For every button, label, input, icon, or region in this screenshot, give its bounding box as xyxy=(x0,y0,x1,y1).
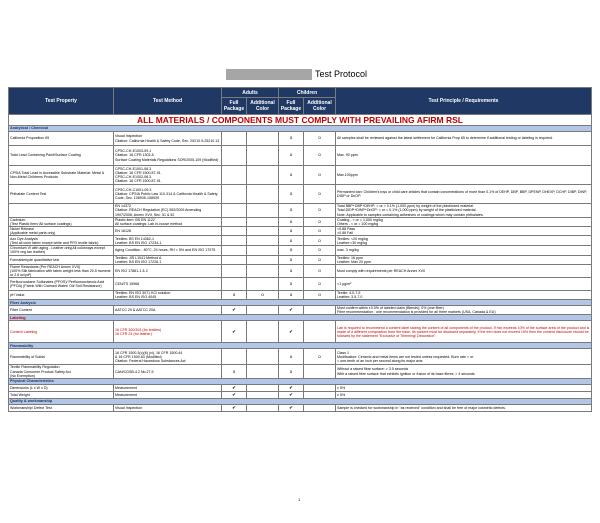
table-row xyxy=(9,391,592,398)
adults-additional-color-mark xyxy=(247,278,279,291)
adults-full-package-mark: ✔ xyxy=(222,321,247,343)
adults-additional-color-mark xyxy=(247,255,279,264)
principle-cell: Textiles: <20 mg/kg Leather:<30 mg/kg xyxy=(336,236,592,246)
adults-additional-color-mark xyxy=(247,146,279,166)
table-row xyxy=(9,185,592,204)
method-cell: CEN/TS 15968 xyxy=(114,278,222,291)
method-cell: 16 CFR 1500.3(c)(6) (vi), 16 CFR 1500.44 & 16 CFR 1500.83 (Modified) Citation: Federal Hazardous Substances Act xyxy=(114,349,222,365)
property-cell: Formaldehyde quantitative test xyxy=(9,255,114,264)
adults-additional-color-mark xyxy=(247,321,279,343)
table-row xyxy=(9,384,592,391)
principle-cell: <0.88 Pass >0.88 Fail xyxy=(336,227,592,236)
adults-additional-color-mark xyxy=(247,391,279,398)
method-cell: Measurement xyxy=(114,384,222,391)
adults-full-package-mark xyxy=(222,255,247,264)
adults-full-package-mark xyxy=(222,227,247,236)
adults-full-package-mark xyxy=(222,132,247,146)
adults-additional-color-mark xyxy=(247,306,279,315)
header-adults: Adults xyxy=(222,88,279,98)
children-full-package-mark: ✔ xyxy=(279,306,304,315)
property-cell: Azo Dye Analysis (Test all color fabric except white and PFD textile fabric) xyxy=(9,236,114,246)
property-cell: pH Value xyxy=(9,291,114,300)
children-additional-color-mark: o xyxy=(304,255,336,264)
method-cell: CAN/CGSB-4.2 No.27.5 xyxy=(114,365,222,378)
table-row xyxy=(9,349,592,365)
children-full-package-mark: ✔ xyxy=(279,391,304,398)
property-cell: CPSIA Total Lead in Accessible Substrate Material: Metal & Non-Metal Childrens Products xyxy=(9,166,114,185)
children-full-package-mark: o xyxy=(279,246,304,255)
children-full-package-mark: o xyxy=(279,204,304,218)
adults-additional-color-mark xyxy=(247,246,279,255)
principle-cell: Sample is checked for workmanship in "as received" condition and shall be free of major cosmetic defects. xyxy=(336,404,592,411)
principle-cell: ± 5% xyxy=(336,391,592,398)
adults-additional-color-mark xyxy=(247,349,279,365)
children-full-package-mark: o xyxy=(279,349,304,365)
children-additional-color-mark: o xyxy=(304,166,336,185)
children-additional-color-mark: o xyxy=(304,291,336,300)
table-row xyxy=(9,278,592,291)
adults-additional-color-mark xyxy=(247,404,279,411)
table-row xyxy=(9,204,592,218)
section-label: Physical Characteristics xyxy=(9,378,592,384)
method-cell: Aging Condition - 80°C, 24 hours, RH < 5% and EN ISO 17075 xyxy=(114,246,222,255)
property-cell: Flammability of Solids xyxy=(9,349,114,365)
method-cell: CPSC-CH-C1001-09.3 Citation: CPSIA Public Law 110-314 & California Health & Safety Code, Sec. 108935-108939 xyxy=(114,185,222,204)
children-full-package-mark: o xyxy=(279,278,304,291)
children-full-package-mark: o xyxy=(279,291,304,300)
section-label: Quality & workmanship xyxy=(9,398,592,404)
adults-full-package-mark xyxy=(222,349,247,365)
adults-additional-color-mark xyxy=(247,236,279,246)
principle-cell: All samples shall be reviewed against the latest settlement for California Prop 65 to determine if additional testing or labeling is required. xyxy=(336,132,592,146)
adults-full-package-mark xyxy=(222,264,247,277)
adults-full-package-mark xyxy=(222,246,247,255)
property-cell: Phthalate Content Test xyxy=(9,185,114,204)
header-children: Children xyxy=(279,88,336,98)
children-additional-color-mark xyxy=(304,404,336,411)
children-full-package-mark: o xyxy=(279,255,304,264)
adults-full-package-mark: ✔ xyxy=(222,384,247,391)
children-additional-color-mark: o xyxy=(304,204,336,218)
children-additional-color-mark xyxy=(304,306,336,315)
adults-additional-color-mark xyxy=(247,204,279,218)
page-number: 1 xyxy=(298,497,301,502)
adults-full-package-mark: o xyxy=(222,291,247,300)
table-row xyxy=(9,227,592,236)
table-row xyxy=(9,255,592,264)
table-row xyxy=(9,404,592,411)
children-full-package-mark: o xyxy=(279,132,304,146)
children-additional-color-mark xyxy=(304,365,336,378)
principle-cell: Coating - < or = 1,000 mg/kg Others - < or = 100 mg/kg xyxy=(336,218,592,227)
children-full-package-mark: o xyxy=(279,185,304,204)
table-row xyxy=(9,264,592,277)
adults-additional-color-mark xyxy=(247,264,279,277)
adults-full-package-mark: ✔ xyxy=(222,391,247,398)
property-cell: Workmanship/ Defect Test xyxy=(9,404,114,411)
children-full-package-mark: o xyxy=(279,166,304,185)
property-cell xyxy=(9,204,114,218)
principle-cell: Must comply with requirements per REACH Annex XVII xyxy=(336,264,592,277)
property-cell: California Proposition 65 xyxy=(9,132,114,146)
method-cell: CPSC-CH-E1003-09.1 Citation: 16 CFR 1303 & Surface Coating Materials Regulations SOR/2005-109 (Modified) xyxy=(114,146,222,166)
children-additional-color-mark: o xyxy=(304,349,336,365)
section-label: Fiber Analysis xyxy=(9,300,592,306)
principle-cell: Max.100ppm xyxy=(336,166,592,185)
children-additional-color-mark: o xyxy=(304,146,336,166)
children-full-package-mark: ✔ xyxy=(279,321,304,343)
header-children-full-package: Full Package xyxy=(279,98,304,115)
children-full-package-mark: ✔ xyxy=(279,384,304,391)
adults-full-package-mark: ✔ xyxy=(222,404,247,411)
children-additional-color-mark: o xyxy=(304,185,336,204)
header-principle: Test Principle / Requirements xyxy=(336,88,592,115)
table-row xyxy=(9,166,592,185)
principle-cell: max. 3 mg/kg xyxy=(336,246,592,255)
children-additional-color-mark: o xyxy=(304,236,336,246)
children-full-package-mark: o xyxy=(279,365,304,378)
principle-cell: Textile: 4.0-7.5 Leather: 3.5-7.0 xyxy=(336,291,592,300)
property-cell: Total Weight xyxy=(9,391,114,398)
page-title: Test Protocol xyxy=(315,68,368,79)
children-full-package-mark: o xyxy=(279,264,304,277)
title-block xyxy=(226,68,367,80)
principle-cell: <1 μg/m² xyxy=(336,278,592,291)
principle-cell: Textiles: 16 ppm Leather: Max 20 ppm xyxy=(336,255,592,264)
adults-additional-color-mark xyxy=(247,166,279,185)
adults-additional-color-mark xyxy=(247,218,279,227)
afirm-banner: ALL MATERIALS / COMPONENTS MUST COMPLY WITH PREVAILING AFIRM RSL xyxy=(9,115,592,126)
table-row xyxy=(9,306,592,315)
method-cell: 16 CFR 300/303 (for textiles) 16 CFR 24 (for leather) xyxy=(114,321,222,343)
property-cell: Nickel Release (Applicable metal parts only) xyxy=(9,227,114,236)
property-cell: Cadmium (Test Plastic Item/ All surface coatings) xyxy=(9,218,114,227)
children-additional-color-mark: o xyxy=(304,227,336,236)
table-row xyxy=(9,291,592,300)
adults-full-package-mark xyxy=(222,204,247,218)
children-full-package-mark: o xyxy=(279,218,304,227)
principle-cell: Permanent ban: Children's toys or child care articles that contain concentrations of more than 0.1% of DEHP, DBP, BBP, DPENP, DHEXP, DCHP, DIBP, DINP, DIDP or DnOP. xyxy=(336,185,592,204)
table-row xyxy=(9,236,592,246)
table-row xyxy=(9,132,592,146)
table-row xyxy=(9,365,592,378)
header-row-top xyxy=(9,88,592,98)
method-cell: CPSC-CH-E1001-08.3 Citation: 16 CFR 1500.87-91 CPSC-CH-E1002-08.3 Citation: 16 CFR 1500.87-91 xyxy=(114,166,222,185)
property-cell: Perfluorooctane Sulfonates (PFOS)/ Perfluorooctanoic Acid (PFOA) (Fabric With Claimed Water/ Oil/ Soil Resistance) xyxy=(9,278,114,291)
adults-full-package-mark xyxy=(222,236,247,246)
children-additional-color-mark: o xyxy=(304,218,336,227)
method-cell: EN 16128 xyxy=(114,227,222,236)
principle-cell: Class 1 Modification: Ceramic and metal items are not tested unless requested. Burn rate < or = one-tenth of an inch per second along its major axis xyxy=(336,349,592,365)
children-full-package-mark: ✔ xyxy=(279,404,304,411)
adults-full-package-mark: o xyxy=(222,365,247,378)
property-cell: Content Labeling xyxy=(9,321,114,343)
method-cell: Visual Inspection Citation: California Health & Safety Code, Sec. 25210.9-25210.13 xyxy=(114,132,222,146)
adults-additional-color-mark xyxy=(247,132,279,146)
adults-additional-color-mark xyxy=(247,365,279,378)
children-additional-color-mark: o xyxy=(304,132,336,146)
method-cell: Textiles: EN ISO 3071 KCl solution Leather: BS EN ISO 4045 xyxy=(114,291,222,300)
adults-full-package-mark: ✔ xyxy=(222,306,247,315)
table-row xyxy=(9,218,592,227)
redacted-title-bar xyxy=(226,69,312,80)
children-additional-color-mark: o xyxy=(304,264,336,277)
section-label: Labeling xyxy=(9,315,592,321)
children-full-package-mark: o xyxy=(279,227,304,236)
method-cell: Textiles: BS EN 14362-1 Leather: BS EN ISO 17234-1 xyxy=(114,236,222,246)
table-row xyxy=(9,321,592,343)
method-cell: EN ISO 17881-1 & 2 xyxy=(114,264,222,277)
children-additional-color-mark: o xyxy=(304,246,336,255)
adults-full-package-mark xyxy=(222,278,247,291)
adults-full-package-mark xyxy=(222,185,247,204)
adults-additional-color-mark xyxy=(247,185,279,204)
adults-additional-color-mark xyxy=(247,227,279,236)
header-adults-full-package: Full Package xyxy=(222,98,247,115)
method-cell: AATCC 20 & AATCC 20A xyxy=(114,306,222,315)
section-label: Analytical / Chemical xyxy=(9,126,592,132)
method-cell: Visual Inspection xyxy=(114,404,222,411)
method-cell: Textiles: JIS L1041 Method A Leather: BS EN ISO 17226-1 xyxy=(114,255,222,264)
children-additional-color-mark xyxy=(304,321,336,343)
method-cell: EN 14372 Citation: REACH Regulation (EC) 552/2009 Amending 1907/2006, Annex XVII, Sec. 51 & 52 xyxy=(114,204,222,218)
header-children-additional-color: Additional Color xyxy=(304,98,336,115)
children-additional-color-mark xyxy=(304,384,336,391)
table-row xyxy=(9,246,592,255)
header-test-property: Test Property xyxy=(9,88,114,115)
adults-full-package-mark xyxy=(222,218,247,227)
table-row xyxy=(9,146,592,166)
property-cell: Textile Flammability Regulation Canada Consumer Product Safety Act (No Exemption) xyxy=(9,365,114,378)
principle-cell: ± 5% xyxy=(336,384,592,391)
banner-row xyxy=(9,115,592,126)
children-additional-color-mark xyxy=(304,391,336,398)
principle-cell: Total BBP+DBP+DEHP: < or = 0.1% (1,000 ppm) by weight of the plasticized material. Total DIDP+DINP+DnOP: < or = 0.1% (1,000 ppm) by weight of the plasticized material. Note: Applicable to samples containing adhesives or coatings which may contain phthalates. xyxy=(336,204,592,218)
adults-full-package-mark xyxy=(222,166,247,185)
property-cell: Fiber Content xyxy=(9,306,114,315)
adults-full-package-mark xyxy=(222,146,247,166)
method-cell: Plastic item: BS EN 1122 All surface coatings: Lab In-house method xyxy=(114,218,222,227)
adults-additional-color-mark xyxy=(247,384,279,391)
principle-cell: Max. 90 ppm xyxy=(336,146,592,166)
method-cell: Measurement xyxy=(114,391,222,398)
children-additional-color-mark: o xyxy=(304,278,336,291)
principle-cell: Without a raised fibre surface: > 3.5 seconds With a raised fibre surface that exhibits ignition or fusion of its base fibres: > 4 seconds xyxy=(336,365,592,378)
header-test-method: Test Method xyxy=(114,88,222,115)
property-cell: Chromium VI with aging - Leather only(All colorways except 100% veg tan leather) xyxy=(9,246,114,255)
principle-cell: Lab is required to recommend a content label stating the content of all components of the product. If mix exceeds 10% of the surface area of the product and is made of a different composition from the base, its content must be disclosed separately. If the trim does not exceed 15% then the content disclosure should be followed by the statement "Exclusive of Trimming/ Decoration". xyxy=(336,321,592,343)
children-full-package-mark: o xyxy=(279,146,304,166)
protocol-table xyxy=(8,87,592,412)
section-label: Flammability xyxy=(9,343,592,349)
principle-cell: Must confirm within ±3.0% of labeled claim (Blends); 0% (one fiber) Fibre recommendation : one recommendation is provided for all three markets (USA, Canada & EU) xyxy=(336,306,592,315)
property-cell: Dimensions (L x W x D) xyxy=(9,384,114,391)
children-full-package-mark: o xyxy=(279,236,304,246)
property-cell: Total Lead Containing Paint/Surface Coating xyxy=(9,146,114,166)
header-adults-additional-color: Additional Color xyxy=(247,98,279,115)
property-cell: Flame Retardants (Per REACH Annex XVII) (100% Silk fabrication with fabric weight less than 20.5 momme or 2.6 oz/yd²) xyxy=(9,264,114,277)
adults-additional-color-mark: o xyxy=(247,291,279,300)
